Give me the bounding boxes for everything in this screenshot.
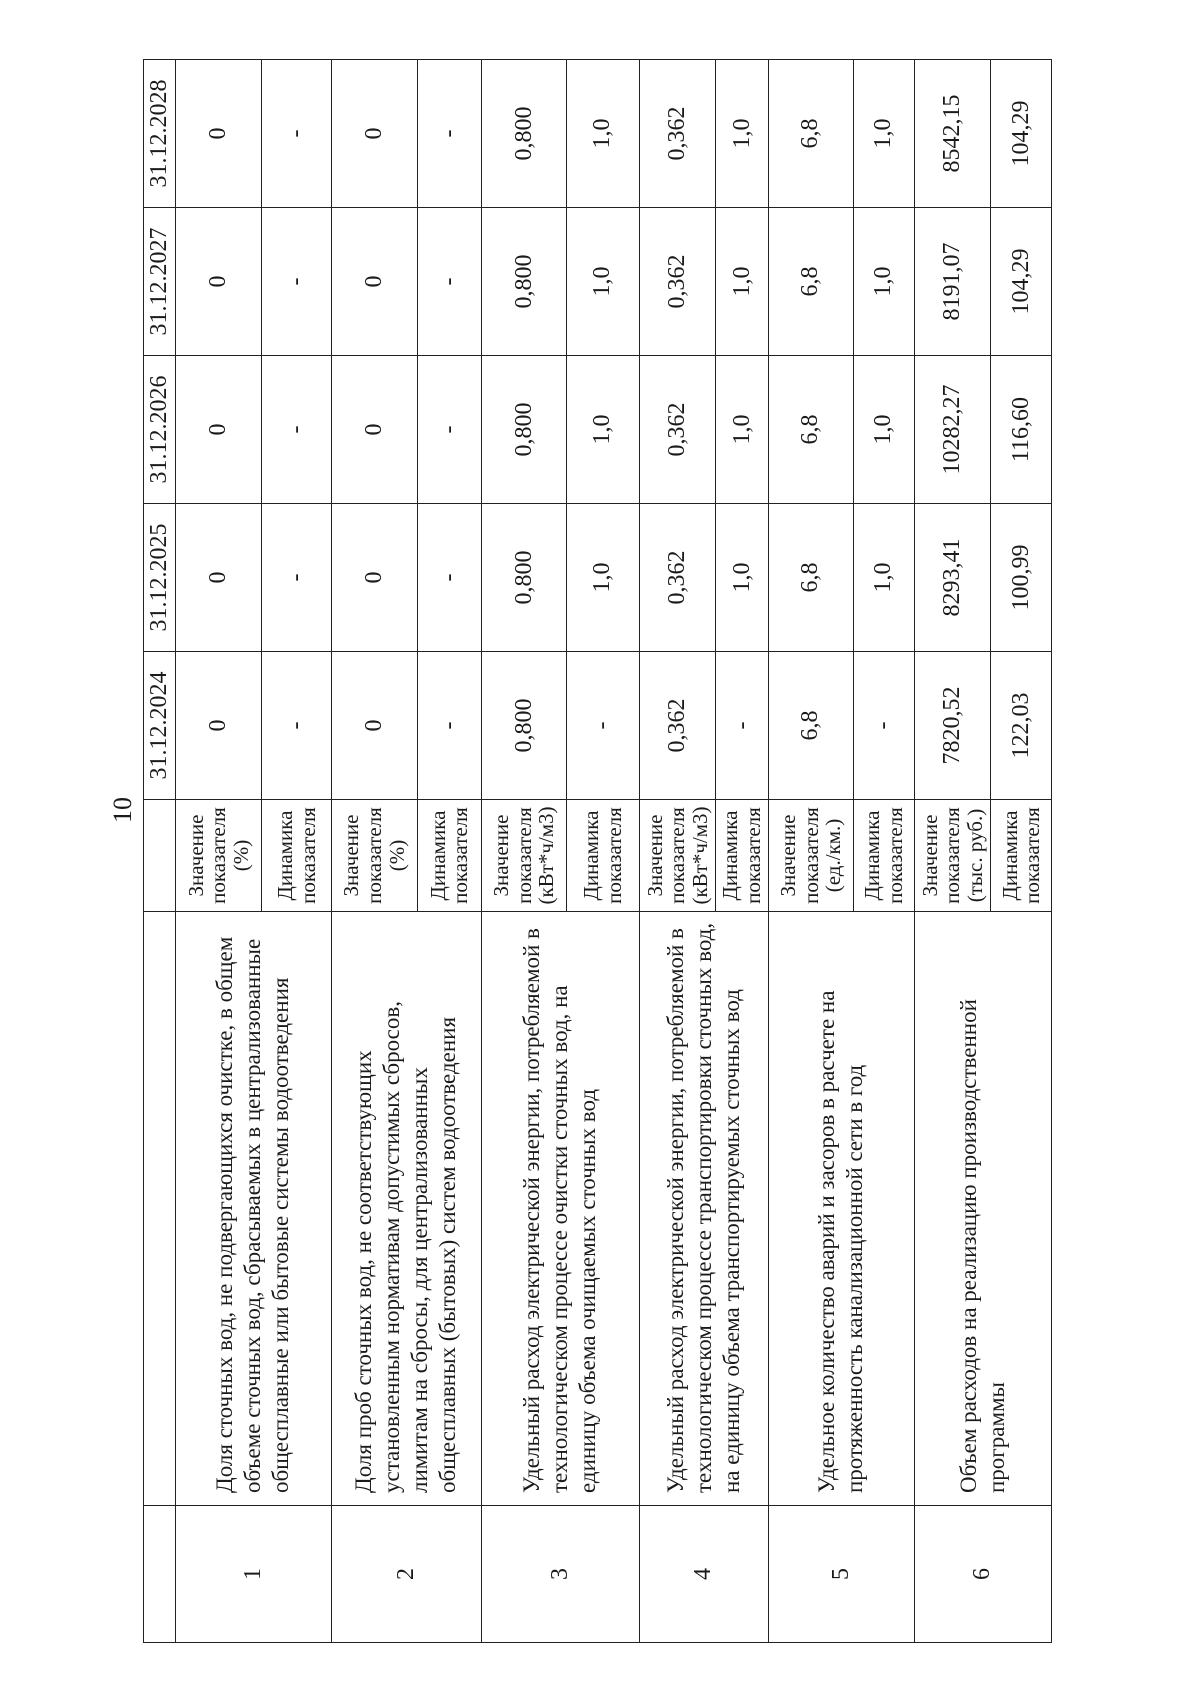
date-header: 31.12.2026 [144, 356, 176, 504]
indicator-sublabel: Динамика показателя [716, 800, 768, 912]
indicator-value: 1,0 [716, 208, 768, 356]
indicator-name: Удельный расход электрической энергии, потребляемой в технологическом процессе очистки сточных вод, на единицу объема очищаемых сточных вод [481, 912, 639, 1506]
row-number: 1 [176, 1506, 332, 1643]
indicator-value: 0 [176, 652, 262, 800]
indicator-value: 0,362 [639, 652, 716, 800]
indicator-value: 6,8 [768, 60, 853, 208]
indicator-value: 0,800 [481, 504, 566, 652]
date-header: 31.12.2025 [144, 504, 176, 652]
date-header: 31.12.2024 [144, 652, 176, 800]
row-number: 5 [768, 1506, 914, 1643]
header-blank-no [144, 1506, 176, 1643]
indicator-value: 1,0 [567, 60, 639, 208]
row-number: 6 [914, 1506, 1051, 1643]
table-row [914, 60, 991, 1643]
indicator-value: 1,0 [854, 60, 915, 208]
indicator-sublabel: Значение показателя (ед./км.) [768, 800, 853, 912]
indicator-sublabel: Динамика показателя [418, 800, 482, 912]
indicator-sublabel: Динамика показателя [854, 800, 915, 912]
indicator-value: 0 [331, 652, 417, 800]
indicator-sublabel: Динамика показателя [991, 800, 1052, 912]
table-row [331, 60, 417, 1643]
indicator-value: - [262, 356, 331, 504]
indicator-name: Доля проб сточных вод, не соответствующих установленным нормативам допустимых сбросов, лимитам на сбросы, для централизованных общесплавных (бытовых) систем водоотведения [331, 912, 481, 1506]
indicator-value: 0 [176, 60, 262, 208]
page-number: 10 [108, 797, 137, 823]
indicator-sublabel: Динамика показателя [262, 800, 331, 912]
indicator-value: 0,800 [481, 208, 566, 356]
indicator-value: 0 [176, 208, 262, 356]
indicator-value: 0 [331, 208, 417, 356]
indicator-sublabel: Динамика показателя [567, 800, 639, 912]
indicator-name: Объем расходов на реализацию производственной программы [914, 912, 1051, 1506]
indicator-value: 7820,52 [914, 652, 991, 800]
indicators-table-container [143, 60, 1052, 1643]
row-number: 2 [331, 1506, 481, 1643]
indicator-value: 1,0 [854, 356, 915, 504]
indicator-value: 8293,41 [914, 504, 991, 652]
row-number: 4 [639, 1506, 768, 1643]
indicator-value: 0,362 [639, 504, 716, 652]
table-row [639, 60, 716, 1643]
indicator-value: - [418, 208, 482, 356]
indicator-value: 1,0 [854, 504, 915, 652]
indicator-value: 1,0 [567, 356, 639, 504]
indicator-value: - [418, 60, 482, 208]
indicator-value: - [262, 60, 331, 208]
indicator-value: 0 [331, 60, 417, 208]
indicator-value: 0,362 [639, 208, 716, 356]
indicator-value: 6,8 [768, 208, 853, 356]
indicator-value: 0 [331, 504, 417, 652]
table-row [768, 60, 853, 1643]
indicators-table [143, 59, 1052, 1643]
indicator-value: 100,99 [991, 504, 1052, 652]
indicator-value: 10282,27 [914, 356, 991, 504]
indicator-value: - [262, 208, 331, 356]
indicator-value: - [418, 504, 482, 652]
indicator-sublabel: Значение показателя (%) [176, 800, 262, 912]
indicator-value: - [418, 652, 482, 800]
header-row [144, 60, 176, 1643]
indicator-value: 6,8 [768, 356, 853, 504]
indicator-value: 1,0 [854, 208, 915, 356]
indicator-value: - [854, 652, 915, 800]
indicator-sublabel: Значение показателя (%) [331, 800, 417, 912]
indicator-sublabel: Значение показателя (тыс. руб.) [914, 800, 991, 912]
indicator-value: - [262, 652, 331, 800]
date-header: 31.12.2027 [144, 208, 176, 356]
indicator-value: 0,800 [481, 652, 566, 800]
table-row [481, 60, 566, 1643]
date-header: 31.12.2028 [144, 60, 176, 208]
header-blank-label [144, 800, 176, 912]
header-blank-name [144, 912, 176, 1506]
indicator-value: 0 [331, 356, 417, 504]
indicator-value: 1,0 [716, 60, 768, 208]
indicator-value: 1,0 [716, 356, 768, 504]
indicator-value: 0 [176, 504, 262, 652]
table-row [176, 60, 262, 1643]
indicator-value: 6,8 [768, 652, 853, 800]
row-number: 3 [481, 1506, 639, 1643]
indicator-name: Удельное количество аварий и засоров в расчете на протяженность канализационной сети в год [768, 912, 914, 1506]
indicator-value: 0,800 [481, 356, 566, 504]
indicator-value: 0,362 [639, 60, 716, 208]
indicator-value: 0,800 [481, 60, 566, 208]
indicator-value: - [567, 652, 639, 800]
indicator-value: 1,0 [567, 208, 639, 356]
indicator-value: 8542,15 [914, 60, 991, 208]
indicator-name: Доля сточных вод, не подвергающихся очистке, в общем объеме сточных вод, сбрасываемых в централизованные общесплавные или бытовые системы водоотведения [176, 912, 332, 1506]
indicator-sublabel: Значение показателя (кВт*ч/м3) [481, 800, 566, 912]
indicator-value: 104,29 [991, 60, 1052, 208]
indicator-value: 122,03 [991, 652, 1052, 800]
indicator-value: - [716, 652, 768, 800]
indicator-value: 104,29 [991, 208, 1052, 356]
indicator-value: 0,362 [639, 356, 716, 504]
indicator-value: - [418, 356, 482, 504]
indicator-value: - [262, 504, 331, 652]
indicator-value: 116,60 [991, 356, 1052, 504]
indicator-value: 1,0 [716, 504, 768, 652]
indicator-value: 1,0 [567, 504, 639, 652]
indicator-name: Удельный расход электрической энергии, потребляемой в технологическом процессе транспортировки сточных вод, на единицу объема транспортируемых сточных вод [639, 912, 768, 1506]
indicator-sublabel: Значение показателя (кВт*ч/м3) [639, 800, 716, 912]
indicator-value: 8191,07 [914, 208, 991, 356]
indicator-value: 6,8 [768, 504, 853, 652]
indicator-value: 0 [176, 356, 262, 504]
